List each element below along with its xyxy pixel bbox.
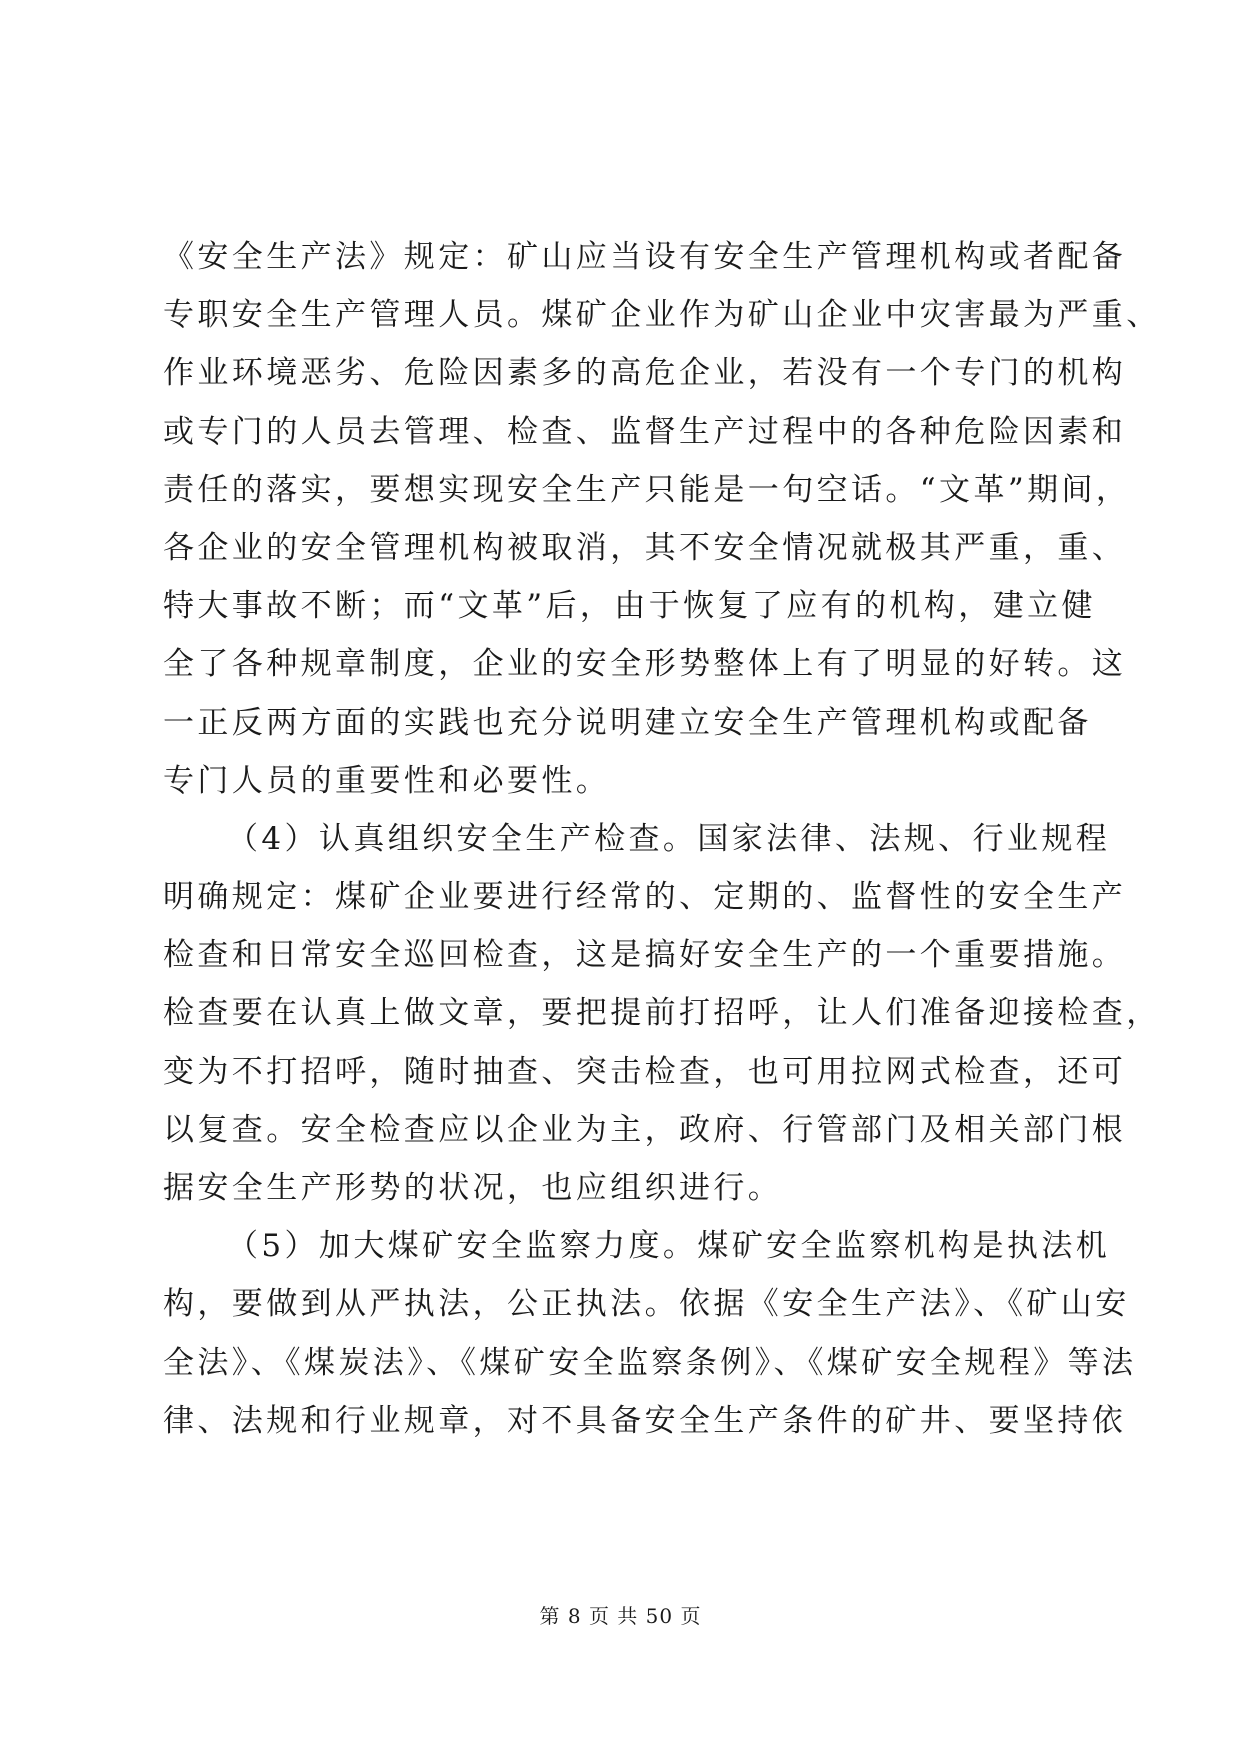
paragraph-5-first-line: （5）加大煤矿安全监察力度。煤矿安全监察机构是执法机	[227, 1228, 1111, 1265]
text-line: 明确规定：煤矿企业要进行经常的、定期的、监督性的安全生产	[163, 879, 1127, 916]
page-footer: 第 8 页 共 50 页	[539, 1604, 702, 1628]
text-line: 《安全生产法》规定：矿山应当设有安全生产管理机构或者配备	[163, 239, 1127, 275]
text-line: 据安全生产形势的状况，也应组织进行。	[163, 1170, 783, 1206]
text-line: 专职安全生产管理人员。煤矿企业作为矿山企业中灾害最为严重、	[163, 297, 1161, 334]
paragraph-4-first-line: （4）认真组织安全生产检查。国家法律、法规、行业规程	[227, 820, 1111, 857]
text-line: 专门人员的重要性和必要性。	[163, 762, 611, 799]
text-line: 律、法规和行业规章，对不具备安全生产条件的矿井、要坚持依	[163, 1402, 1127, 1439]
text-line: 作业环境恶劣、危险因素多的高危企业，若没有一个专门的机构	[163, 355, 1127, 392]
text-line: 构，要做到从严执法，公正执法。依据《安全生产法》、《矿山安	[163, 1286, 1130, 1323]
text-line: 全法》、《煤炭法》、《煤矿安全监察条例》、《煤矿安全规程》等法	[163, 1344, 1137, 1381]
text-line: 以复查。安全检查应以企业为主，政府、行管部门及相关部门根	[163, 1111, 1127, 1148]
document-body	[163, 228, 1161, 1450]
text-line: 检查和日常安全巡回检查，这是搞好安全生产的一个重要措施。	[163, 937, 1127, 974]
text-line: 责任的落实，要想实现安全生产只能是一句空话。“文革”期间，	[163, 471, 1131, 508]
text-line: 变为不打招呼，随时抽查、突击检查，也可用拉网式检查，还可	[163, 1053, 1127, 1090]
text-line: 特大事故不断；而“文革”后，由于恢复了应有的机构，建立健	[163, 588, 1096, 625]
text-line: 检查要在认真上做文章，要把提前打招呼，让人们准备迎接检查，	[163, 995, 1161, 1032]
text-line: 一正反两方面的实践也充分说明建立安全生产管理机构或配备	[163, 704, 1092, 741]
text-line: 或专门的人员去管理、检查、监督生产过程中的各种危险因素和	[163, 413, 1127, 450]
text-line: 全了各种规章制度，企业的安全形势整体上有了明显的好转。这	[163, 646, 1127, 683]
text-line: 各企业的安全管理机构被取消，其不安全情况就极其严重，重、	[163, 529, 1127, 566]
